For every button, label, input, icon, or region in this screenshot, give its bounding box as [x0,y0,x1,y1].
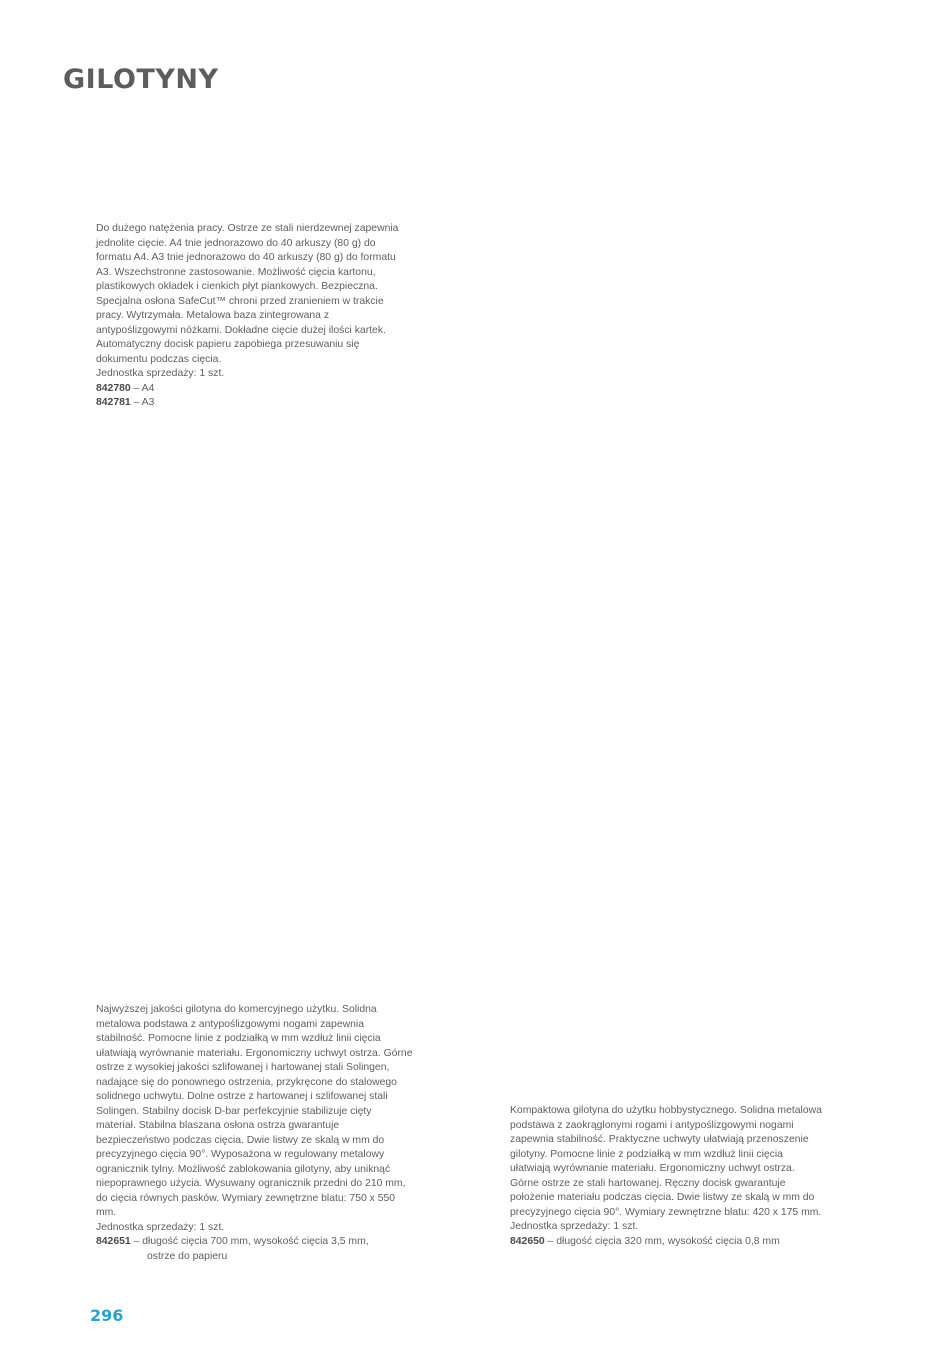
page-number: 296 [90,1306,124,1325]
product-variant-continuation: ostrze do papieru [147,1250,228,1262]
product-variant: – A4 [130,382,155,394]
product-variant: – długość cięcia 700 mm, wysokość cięcia 3,5 mm, [130,1236,369,1247]
product-code: 842651 [96,1236,131,1247]
product-description-842650 [510,1104,822,1249]
product-code: 842781 [96,397,131,408]
product-code-row [96,382,406,397]
product-variant: – długość cięcia 320 mm, wysokość cięcia 0,8 mm [544,1235,780,1247]
product-code-row [96,1235,414,1250]
product-description-842651 [96,1003,414,1264]
product-description-a4-a3 [96,222,406,411]
product-code-row [96,396,406,411]
product-code: 842650 [510,1235,545,1247]
product-description-text: Najwyższej jakości gilotyna do komercyjnego użytku. Solidna metalowa podstawa z antypoślizgowymi nogami zapewnia stabilność. Pomocne linie z podziałką w mm wzdłuż linii cięcia ułatwiają wyrównanie materiału. Ergonomiczny uchwyt ostrza. Górne ostrze z wysokiej jakości szlifowanej i hartowanej stali Solingen, nadające się do ponownego ostrzenia, przykręcone do stalowego solidnego uchwytu. Dolne ostrze z hartowanej i szlifowanej stali Solingen. Stabilny docisk D-bar perfekcyjnie stabilizuje cięty materiał. Stabilna blaszana osłona ostrza gwarantuje bezpieczeństwo podczas cięcia. Dwie listwy ze skalą w mm do precyzyjnego cięcia 90°. Wyposażona w regulowany metalowy ogranicznik tylny. Możliwość zablokowania gilotyny, aby uniknąć niepoprawnego użycia. Wysuwany ogranicznik przedni do 210 mm, do cięcia równych pasków. Wymiary zewnętrzne blatu: 750 x 550 mm. [96,1004,413,1218]
product-description-text: Do dużego natężenia pracy. Ostrze ze stali nierdzewnej zapewnia jednolite cięcie. A4 tnie jednorazowo do 40 arkuszy (80 g) do formatu A4. A3 tnie jednorazowo do 40 arkuszy (80 g) do formatu A3. Wszechstronne zastosowanie. Możliwość cięcia kartonu, plastikowych okładek i cienkich płyt piankowych. Bezpieczna. Specjalna osłona SafeCut™ chroni przed zranieniem w trakcie pracy. Wytrzymała. Metalowa baza zintegrowana z antypoślizgowymi nóżkami. Dokładne cięcie dużej ilości kartek. Automatyczny docisk papieru zapobiega przesuwaniu się dokumentu podczas cięcia. [96,223,399,365]
product-code: 842780 [96,382,131,394]
sales-unit: Jednostka sprzedaży: 1 szt. [96,368,225,379]
sales-unit: Jednostka sprzedaży: 1 szt. [510,1221,639,1232]
page-title: GILOTYNY [63,64,219,95]
product-code-row [510,1235,822,1250]
product-description-text: Kompaktowa gilotyna do użytku hobbystycznego. Solidna metalowa podstawa z zaokrąglonymi rogami i antypoślizgowymi nogami zapewnia stabilność. Praktyczne uchwyty ułatwiają przenoszenie gilotyny. Pomocne linie z podziałką w mm wzdłuż linii cięcia ułatwiają wyrównanie materiału. Ergonomiczny uchwyt ostrza. Górne ostrze ze stali hartowanej. Ręczny docisk gwarantuje położenie materiału podczas cięcia. Dwie listwy ze skalą w mm do precyzyjnego cięcia 90°. Wymiary zewnętrzne blatu: 420 x 175 mm. [510,1105,822,1218]
sales-unit: Jednostka sprzedaży: 1 szt. [96,1221,225,1233]
product-variant: – A3 [130,397,155,408]
